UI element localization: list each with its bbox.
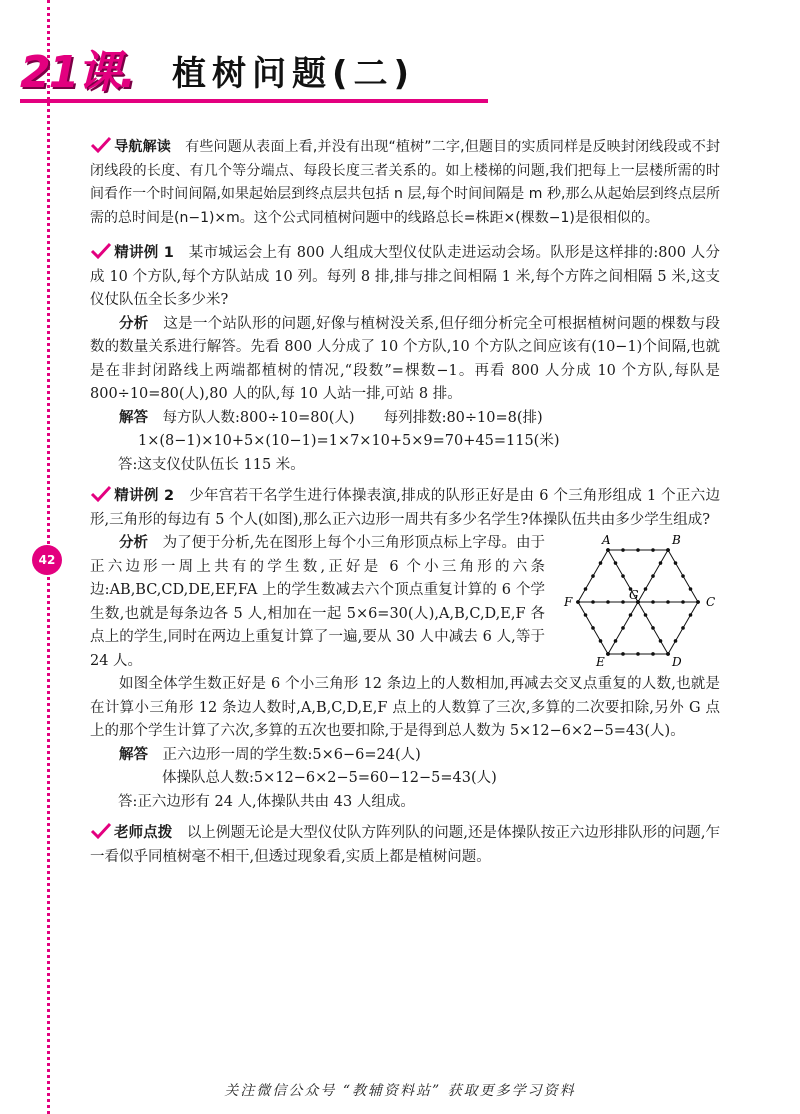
student-dot [621, 600, 625, 604]
example1-label: 精讲例 1 [114, 245, 174, 261]
check-mark-icon [90, 822, 112, 840]
student-dot [621, 626, 625, 630]
student-dot [636, 652, 640, 656]
tip-label: 老师点拨 [114, 825, 173, 841]
student-dot [689, 613, 693, 617]
student-dot [659, 561, 663, 565]
intro-text: 有些问题从表面上看,并没有出现“植树”二字,但题目的实质同样是反映封闭线段或不封闭线段的长度、有几个等分端点、每段长度三者关系的。如上楼梯的问题,我们把每上一层楼所需的时间看作一个时间间隔,如果起始层到终点层共包括 n 层,每个时间间隔是 m 秒,那么从起始层到终点层所需的总时间是(n−1)×m。这个公式同植树问题中的线路总长=株距×(棵数−1)是很相似的。 [90, 139, 721, 226]
vertex-label: E [596, 654, 605, 669]
example1-section [90, 242, 720, 477]
hexagon-figure [558, 530, 718, 670]
student-dot [591, 600, 595, 604]
student-dot [606, 652, 610, 656]
example2-solution-line2: 体操队总人数:5×12−6×2−5=60−12−5=43(人) [162, 770, 497, 786]
student-dot [636, 548, 640, 552]
student-dot [599, 561, 603, 565]
example2-label: 精讲例 2 [114, 488, 175, 504]
student-dot [666, 548, 670, 552]
student-dot [614, 639, 618, 643]
example2-analysis-label: 分析 [119, 535, 149, 551]
student-dot [591, 626, 595, 630]
student-dot [576, 600, 580, 604]
intro-section [90, 136, 720, 230]
check-mark-icon [90, 136, 112, 154]
lesson-title: 植树问题(二) [172, 54, 416, 94]
student-dot [621, 548, 625, 552]
student-dot [644, 587, 648, 591]
student-dot [644, 613, 648, 617]
student-dot [621, 652, 625, 656]
student-dot [674, 561, 678, 565]
vertex-label: C [706, 595, 716, 609]
student-dot [614, 561, 618, 565]
example1-problem [90, 242, 720, 313]
example1-problem-text: 某市城运会上有 800 人组成大型仪仗队走进运动会场。队形是这样排的:800 人分成 10 个方队,每个方队站成 10 列。每列 8 排,排与排之间相隔 1 米,每个方阵之间相隔 5 米,这支仪仗队伍全长多少米? [90, 245, 721, 308]
example2-answer: 答:正六边形有 24 人,体操队共由 43 人组成。 [118, 793, 415, 810]
lesson-header [20, 36, 490, 106]
vertex-label: B [672, 533, 681, 548]
example2-solution [90, 744, 720, 768]
student-dot [599, 639, 603, 643]
student-dot [659, 639, 663, 643]
vertex-label: D [672, 654, 682, 669]
example2-solution-line1: 正六边形一周的学生数:5×6−6=24(人) [162, 746, 421, 763]
example1-answer: 答:这支仪仗队伍长 115 米。 [118, 456, 305, 473]
example1-analysis [90, 313, 720, 407]
student-dot [651, 548, 655, 552]
student-dot [696, 600, 700, 604]
check-mark-icon [90, 242, 112, 260]
footer-note: 关注微信公众号 “教辅资料站” 获取更多学习资料 [224, 1083, 576, 1099]
example2-problem [90, 485, 720, 532]
student-dot [629, 613, 633, 617]
student-dot [651, 600, 655, 604]
lesson-number: 21课. [20, 47, 134, 98]
student-dot [666, 600, 670, 604]
tip-text: 以上例题无论是大型仪仗队方阵列队的问题,还是体操队按正六边形排队形的问题,乍一看似乎同植树毫不相干,但透过现象看,实质上都是植树问题。 [90, 825, 721, 865]
example1-solution-line2: 1×(8−1)×10+5×(10−1)=1×7×10+5×9=70+45=115(米) [138, 433, 560, 449]
center-label: G [629, 588, 639, 602]
student-dot [651, 574, 655, 578]
tip-paragraph [90, 822, 720, 869]
check-mark-icon [90, 485, 112, 503]
content [90, 130, 720, 869]
student-dot [651, 652, 655, 656]
student-dot [651, 626, 655, 630]
student-dot [666, 652, 670, 656]
example1-analysis-text: 这是一个站队形的问题,好像与植树没关系,但仔细分析完全可根据植树问题的棵数与段数的数量关系进行解答。先看 800 人分成了 10 个方队,10 个方队之间应该有(10−1)个间隔,也就是在非封闭路线上两端都植树的情况,“段数”=棵数−1。再看 800 人分成 10 个方队,每队是 800÷10=80(人),80 人的队,每 10 人站一排,可站 8 排。 [90, 315, 721, 402]
student-dot [681, 574, 685, 578]
student-dot [591, 574, 595, 578]
example2-solution-label: 解答 [119, 746, 148, 763]
vertex-label: F [564, 595, 573, 609]
tip-section [90, 822, 720, 869]
student-dot [584, 613, 588, 617]
example2-problem-text: 少年宫若干名学生进行体操表演,排成的队形正好是由 6 个三角形组成 1 个正六边形,三角形的每边有 5 个人(如图),那么正六边形一周共有多少名学生?体操队伍共由多少学生组成? [90, 488, 721, 528]
student-dot [681, 626, 685, 630]
example2-analysis-text: 为了便于分析,先在图形上每个小三角形顶点标上字母。由于正六边形一周上共有的学生数,正好是 6 个小三角形的六条边:AB,BC,CD,DE,EF,FA 上的学生数减去六个顶点重复计算的 6 个学生数,也就是每条边各 5 人,相加在一起 5×6=30(人),A,B,C,D,E,F 各点上的学生,同时在两边上重复计算了一遍,要从 30 人中减去 6 人,等于 24 人。 [90, 535, 545, 669]
intro-label: 导航解读 [114, 139, 171, 155]
header-underline [20, 99, 488, 103]
example1-analysis-label: 分析 [119, 315, 149, 332]
student-dot [606, 600, 610, 604]
example1-solution-line1: 每方队人数:800÷10=80(人) 每列排数:80÷10=8(排) [162, 409, 543, 426]
page-number: 42 [32, 545, 62, 575]
student-dot [621, 574, 625, 578]
student-dot [674, 639, 678, 643]
student-dot [681, 600, 685, 604]
vertex-label: A [602, 533, 611, 548]
student-dot [606, 548, 610, 552]
example1-solution [90, 407, 720, 431]
example1-solution-label: 解答 [119, 409, 148, 426]
intro-paragraph [90, 136, 720, 230]
student-dot [689, 587, 693, 591]
student-dot [584, 587, 588, 591]
example2-analysis2: 如图全体学生数正好是 6 个小三角形 12 条边上的人数相加,再减去交叉点重复的人数,也就是在计算小三角形 12 条边人数时,A,B,C,D,E,F 点上的人数算了三次,多算的二次要扣除,另外 G 点上的那个学生计算了六次,多算的五次也要扣除,于是得到总人数为 5×12−6×2−5=43(人)。 [90, 676, 720, 739]
